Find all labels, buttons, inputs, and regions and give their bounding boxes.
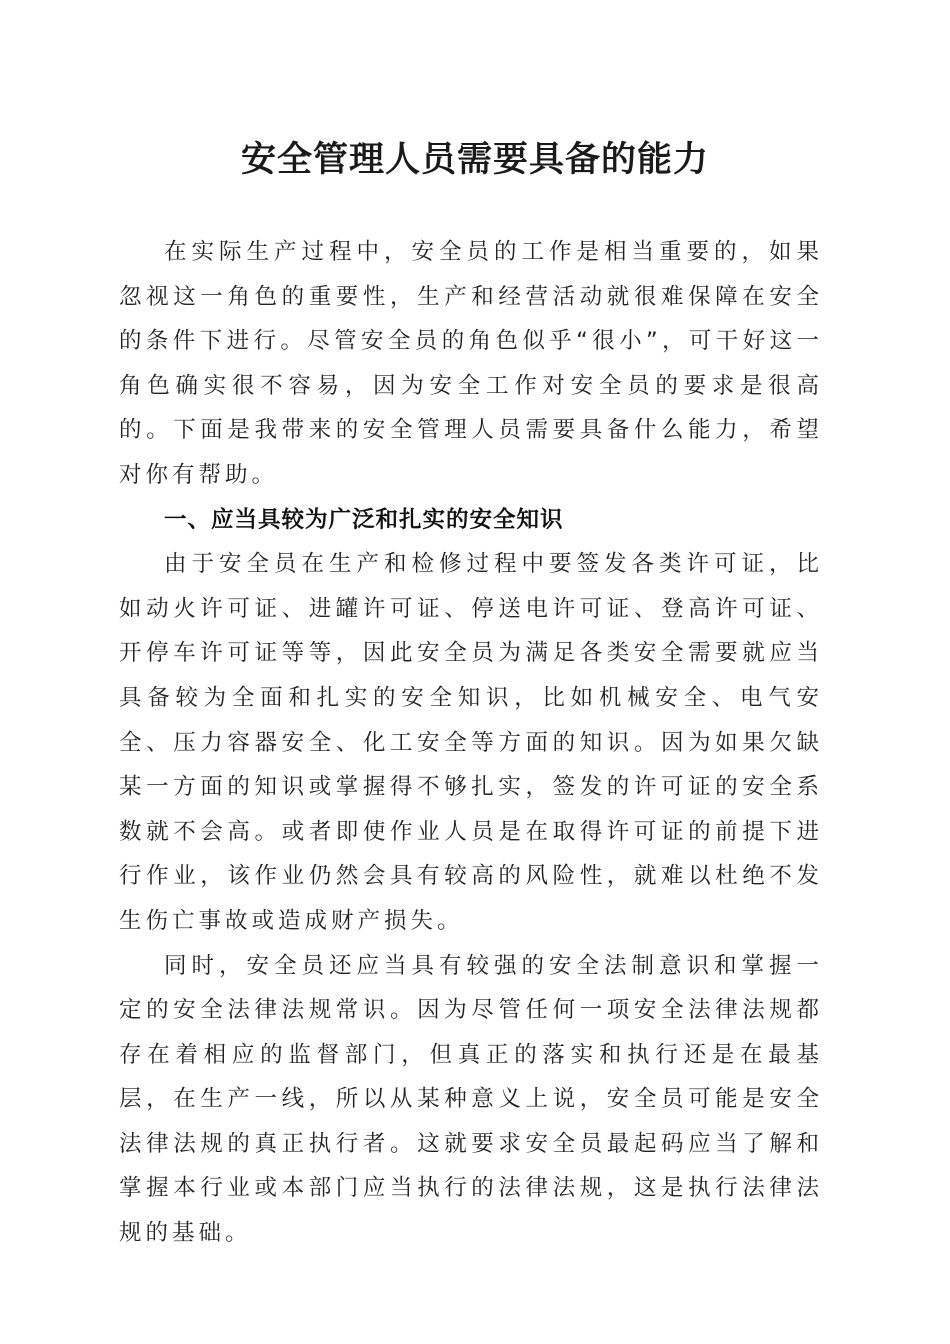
section-paragraph-2: 同时，安全员还应当具有较强的安全法制意识和掌握一定的安全法律法规常识。因为尽管任何一项安全法律法规都存在着相应的监督部门，但真正的落实和执行还是在最基层，在生产一线，所以从某种意义上说，安全员可能是安全法律法规的真正执行者。这就要求安全员最起码应当了解和掌握本行业或本部门应当执行的法律法规，这是执行法律法规的基础。	[119, 952, 823, 1247]
document-title: 安全管理人员需要具备的能力	[240, 139, 709, 180]
section-heading: 一、应当具较为广泛和扎实的安全知识	[164, 506, 564, 533]
document-body	[119, 230, 823, 1256]
section-paragraph-1: 由于安全员在生产和检修过程中要签发各类许可证，比如动火许可证、进罐许可证、停送电许可证、登高许可证、开停车许可证等等，因此安全员为满足各类安全需要就应当具备较为全面和扎实的安全知识，比如机械安全、电气安全、压力容器安全、化工安全等方面的知识。因为如果欠缺某一方面的知识或掌握得不够扎实，签发的许可证的安全系数就不会高。或者即使作业人员是在取得许可证的前提下进行作业，该作业仍然会具有较高的风险性，就难以杜绝不发生伤亡事故或造成财产损失。	[119, 551, 823, 934]
intro-paragraph: 在实际生产过程中，安全员的工作是相当重要的，如果忽视这一角色的重要性，生产和经营活动就很难保障在安全的条件下进行。尽管安全员的角色似乎“很小”，可干好这一角色确实很不容易，因为安全工作对安全员的要求是很高的。下面是我带来的安全管理人员需要具备什么能力，希望对你有帮助。	[119, 239, 823, 488]
